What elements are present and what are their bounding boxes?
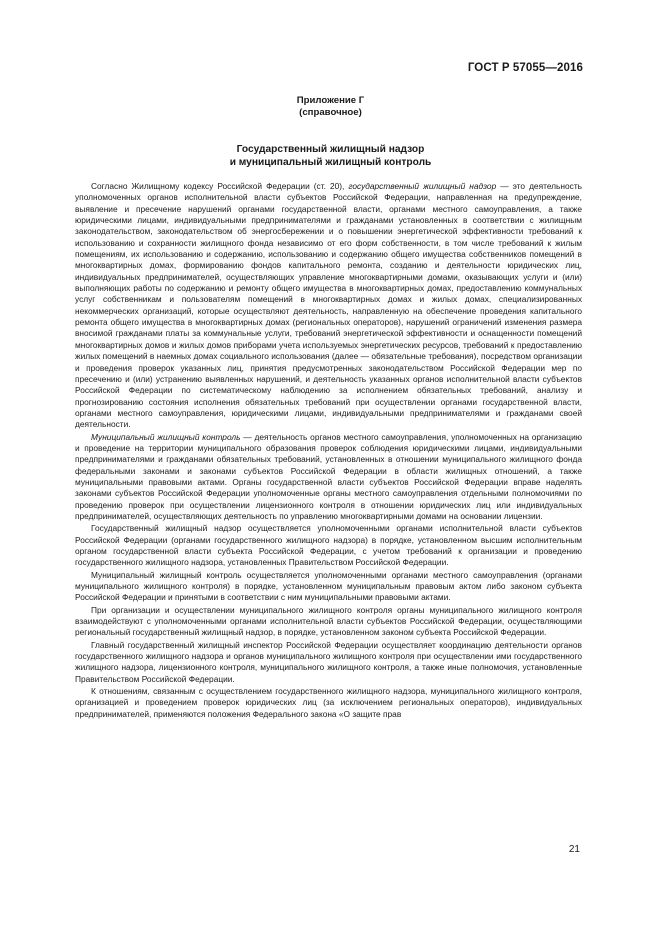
paragraph xyxy=(75,181,582,431)
body-text xyxy=(75,181,582,721)
document-code: ГОСТ Р 57055—2016 xyxy=(467,62,583,74)
section-title-line-1: Государственный жилищный надзор xyxy=(236,144,425,155)
term-emphasis: Муниципальный жилищный контроль xyxy=(91,431,241,442)
paragraph xyxy=(75,523,582,568)
paragraph-text: — деятельность органов местного самоуправления, уполномоченных на организацию и проведение на территории муниципального образования проверок соблюдения юридическими лицами, индивидуальными предпринимателями и гражданами обязательных требований, установленных в отношении муниципального жилищного фонда федеральными законами и законами субъектов Российской Федерации в области жилищных отношений, а также муниципальными правовыми актами. Органы государственной власти субъектов Российской Федерации вправе наделять законами субъектов Российской Федерации уполномоченные органы местного самоуправления отдельными полномочиями по проведению проверок при осуществлении лицензионного контроля в отношении юридических лиц или индивидуальных предпринимателей, осуществляющих деятельность по управлению многоквартирными домами на основании лицензии. xyxy=(75,431,582,521)
page-number: 21 xyxy=(568,844,580,855)
paragraph xyxy=(75,570,582,604)
paragraph-text: Главный государственный жилищный инспектор Российской Федерации осуществляет координацию деятельности органов государственного жилищного надзора и органов муниципального жилищного контроля при осуществлении ими государственного жилищного надзора, лицензионного контроля, муниципального жилищного контроля, а также иные полномочия, установленные Правительством Российской Федерации. xyxy=(75,639,582,684)
paragraph-text: Государственный жилищный надзор осуществляется уполномоченными органами исполнительной власти субъектов Российской Федерации (органами государственного жилищного надзора) в порядке, установленном высшим исполнительным органом государственной власти субъекта Российской Федерации, с учетом требований к организации и проведению государственного жилищного надзора, установленных Правительством Российской Федерации. xyxy=(75,523,582,568)
paragraph xyxy=(75,686,582,720)
paragraph-text: Согласно Жилищному кодексу Российской Федерации (ст. 20), xyxy=(91,181,349,191)
appendix-note: (справочное) xyxy=(299,107,362,118)
term-emphasis: государственный жилищный надзор xyxy=(348,181,497,191)
paragraph xyxy=(75,640,582,685)
section-title xyxy=(0,143,661,169)
appendix-label: Приложение Г xyxy=(296,95,365,106)
paragraph-text: К отношениям, связанным с осуществлением государственного жилищного надзора, муниципального жилищного контроля, организацией и проведением проверок юридических лиц (за исключением региональных операторов), индивидуальных предпринимателей, применяются положения Федерального закона «О защите прав xyxy=(75,686,582,719)
paragraph-text: При организации и осуществлении муниципального жилищного контроля органы муниципального жилищного контроля взаимодействуют с уполномоченными органами исполнительной власти субъектов Российской Федерации, осуществляющими региональный государственный жилищный надзор, в порядке, установленном законом субъекта Российской Федерации. xyxy=(75,604,582,638)
paragraph xyxy=(75,432,582,523)
paragraph-text: Муниципальный жилищный контроль осуществляется уполномоченными органами местного самоуправления (органами муниципального жилищного контроля) в порядке, установленном муниципальным правовым актом либо законом субъекта Российской Федерации и принятыми в соответствии с ним муниципальными правовыми актами. xyxy=(75,569,582,603)
paragraph-text: — это деятельность уполномоченных органов исполнительной власти субъектов Российской Федерации, направленная на предупреждение, выявление и пресечение нарушений органами государственной власти, органами местного самоуправления, а также юридическими лицами, индивидуальными предпринимателями и гражданами установленных в соответствии с жилищным законодательством, законодательством об энергосбережении и о повышении энергетической эффективности требований к использованию и сохранности жилищного фонда независимо от его форм собственности, в том числе требований к жилым помещениям, их использованию и содержанию, использованию и содержанию общего имущества собственников помещений в многоквартирных домах, формированию фондов капитального ремонта, созданию и деятельности юридических лиц, индивидуальных предпринимателей, осуществляющих управление многоквартирными домами, оказывающих услуги и (или) выполняющих работы по содержанию и ремонту общего имущества в многоквартирных домах, предоставлению коммунальных услуг собственникам и пользователям помещений в многоквартирных домах и жилых домах, специализированных некоммерческих организаций, которые осуществляют деятельность, направленную на обеспечение проведения капитального ремонта общего имущества в многоквартирных домах (региональных операторов), нарушений ограничений изменения размера вносимой гражданами платы за коммунальные услуги, требований энергетической эффективности и оснащенности помещений многоквартирных домов и жилых домов приборами учета используемых энергетических ресурсов, требований к предоставлению жилых помещений в наемных домах социального использования (далее — обязательные требования), посредством организации и проведения проверок указанных лиц, принятия предусмотренных законодательством Российской Федерации мер по пресечению и (или) устранению выявленных нарушений, и деятельность указанных органов исполнительной власти субъектов Российской Федерации по систематическому наблюдению за исполнением обязательных требований, анализу и прогнозированию состояния исполнения обязательных требований при осуществлении органами государственной власти, органами местного самоуправления, юридическими лицами, индивидуальными предпринимателями и гражданами своей деятельности. xyxy=(75,181,582,430)
section-title-line-2: и муниципальный жилищный контроль xyxy=(229,157,432,168)
paragraph xyxy=(75,605,582,639)
appendix-heading xyxy=(0,95,661,119)
